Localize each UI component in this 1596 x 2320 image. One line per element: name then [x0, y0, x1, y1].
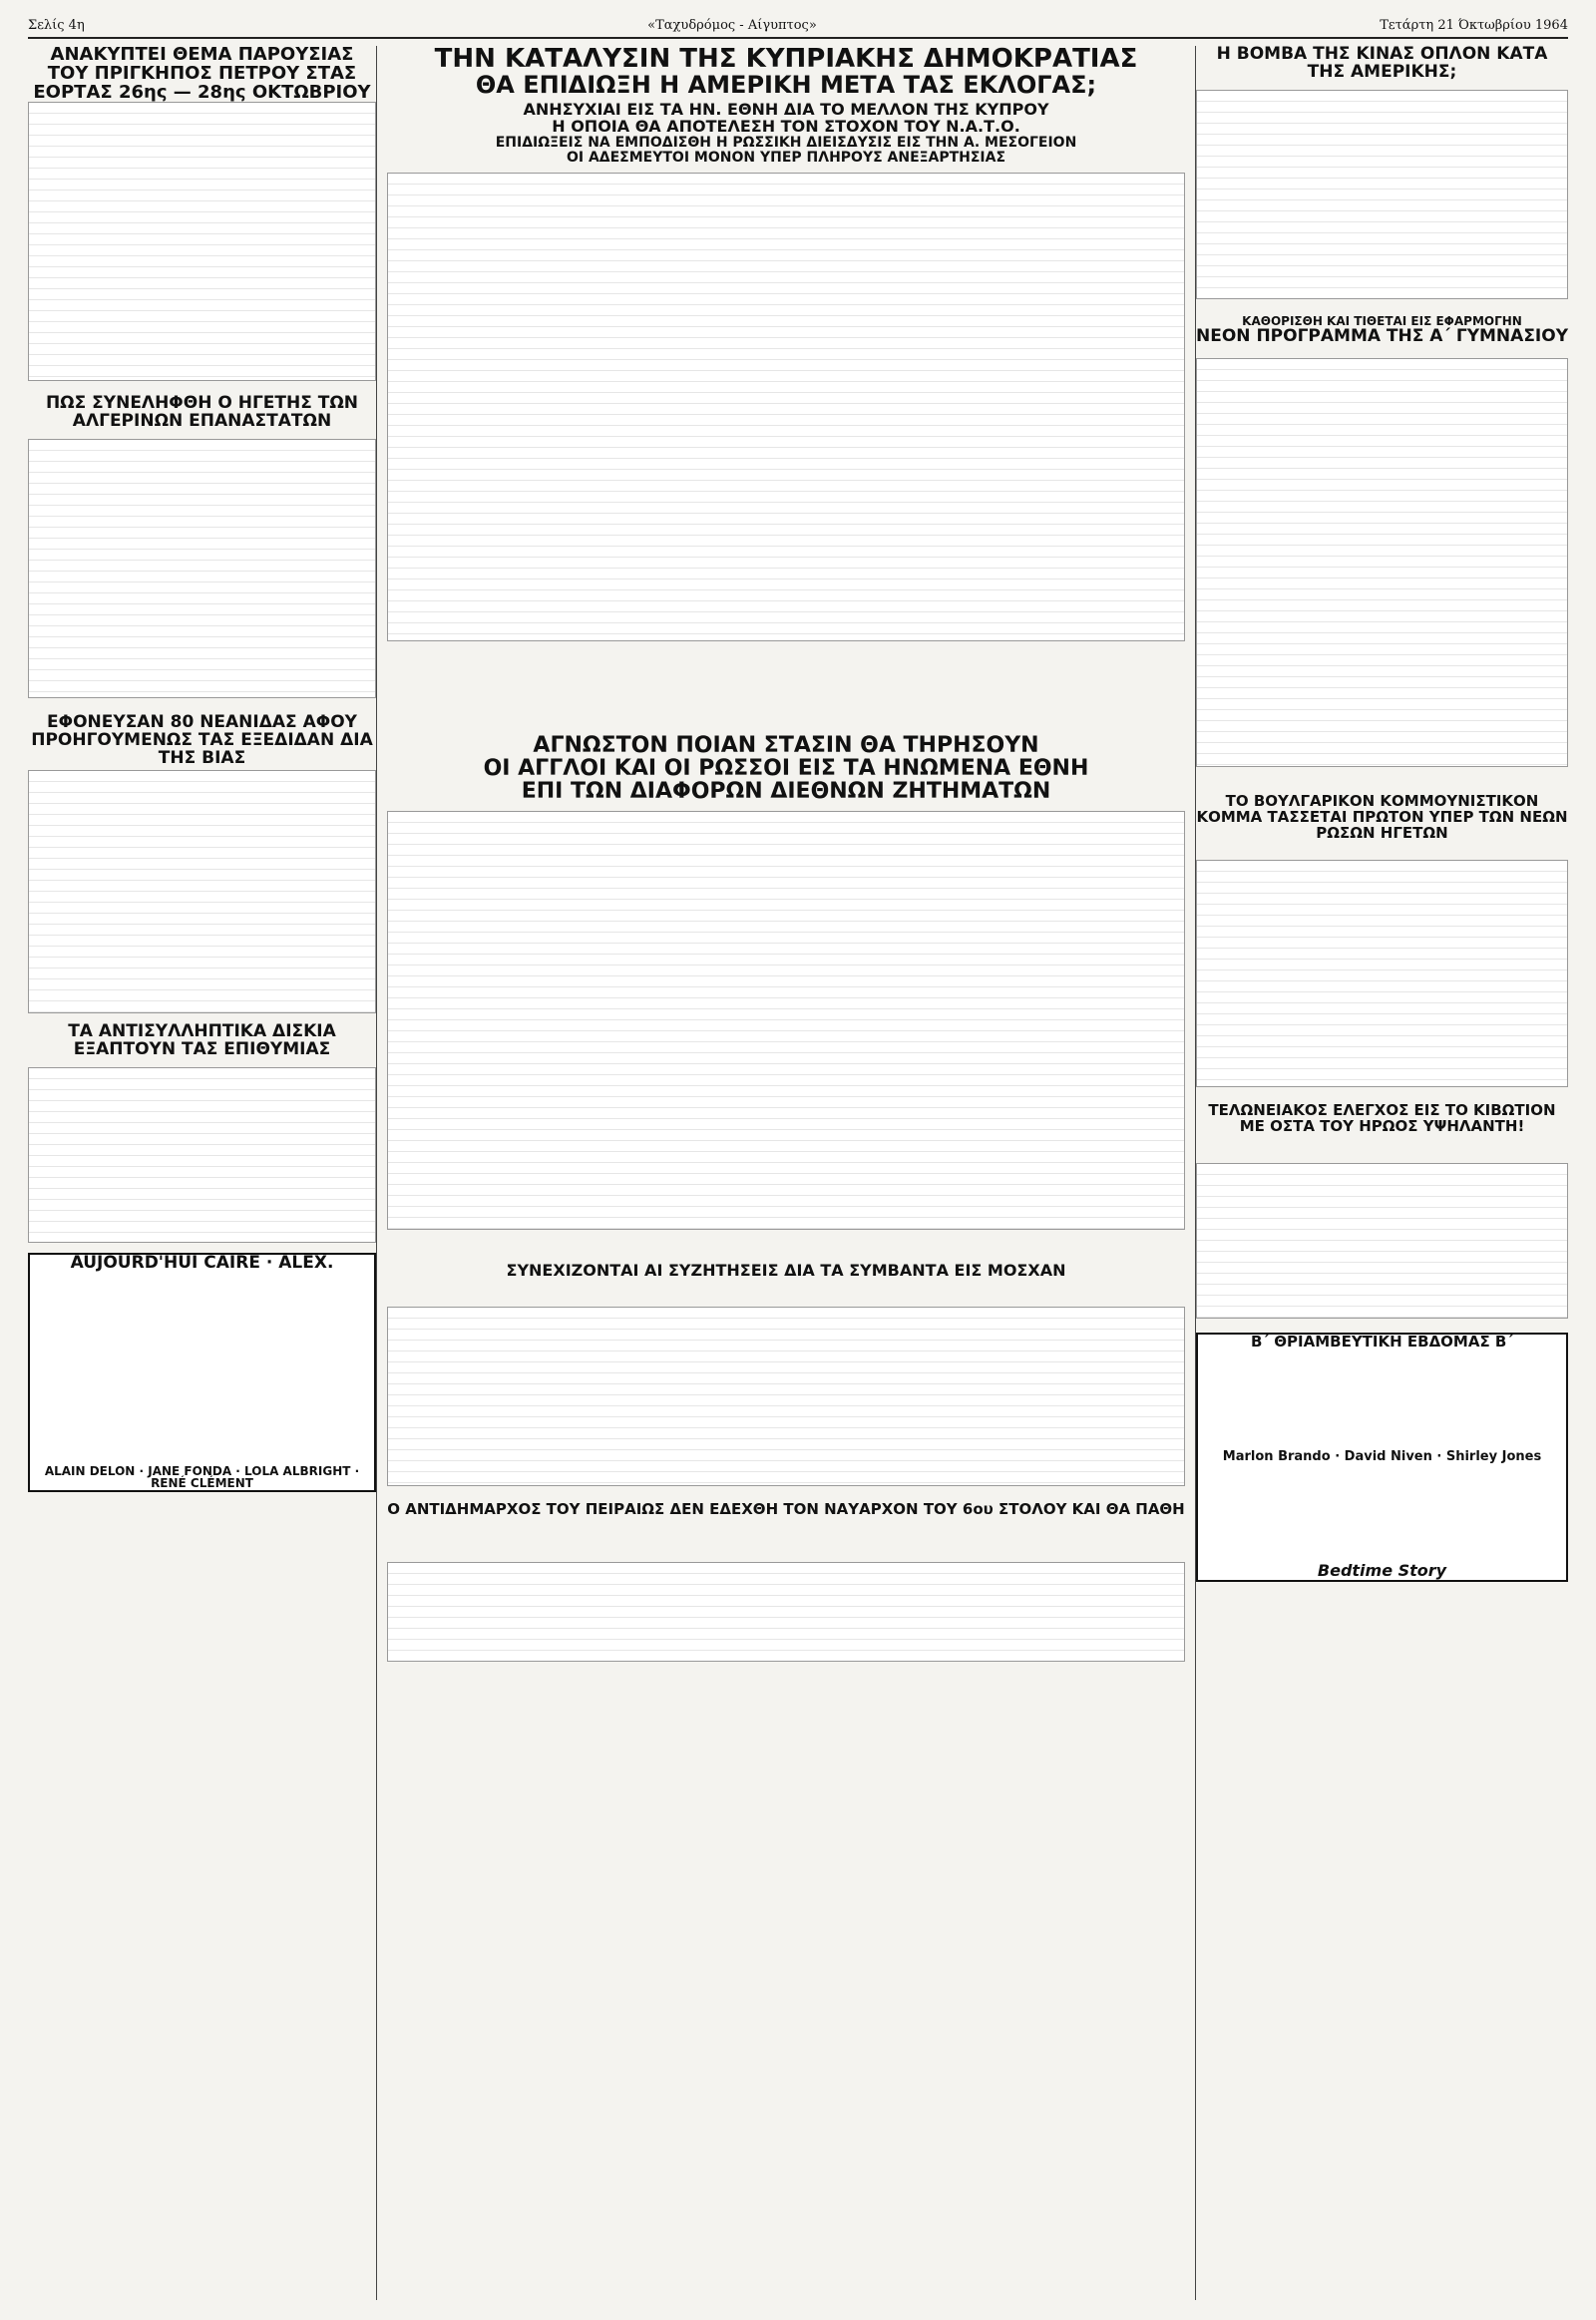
article-body-placeholder	[1196, 90, 1568, 299]
article-body-placeholder	[387, 173, 1185, 641]
article-body-placeholder	[1196, 860, 1568, 1087]
subhead: Η ΟΠΟΙΑ ΘΑ ΑΠΟΤΕΛΕΣΗ ΤΟΝ ΣΤΟΧΟΝ ΤΟΥ Ν.Α.Τ.Ο.	[552, 117, 1020, 137]
kicker: ΚΑΘΟΡΙΣΘΗ ΚΑΙ ΤΙΘΕΤΑΙ ΕΙΣ ΕΦΑΡΜΟΓΗΝ	[1242, 314, 1522, 328]
movie-ad	[1196, 1333, 1568, 1582]
article-body-placeholder	[28, 439, 376, 698]
article-body-placeholder	[387, 1562, 1185, 1662]
article-heading: Η ΒΟΜΒΑ ΤΗΣ ΚΙΝΑΣ ΟΠΛΟΝ ΚΑΤΑ ΤΗΣ ΑΜΕΡΙΚΗΣ;	[1216, 44, 1548, 82]
article-body-placeholder	[28, 102, 376, 381]
headline: ΑΓΝΩΣΤΟΝ ΠΟΙΑΝ ΣΤΑΣΙΝ ΘΑ ΤΗΡΗΣΟΥΝ	[533, 733, 1039, 758]
article-heading: ΤΑ ΑΝΤΙΣΥΛΛΗΠΤΙΚΑ ΔΙΣΚΙΑ ΕΞΑΠΤΟΥΝ ΤΑΣ ΕΠΙΘΥΜΙΑΣ	[68, 1021, 336, 1059]
ad-cast: Marlon Brando · David Niven · Shirley Jones	[1222, 1448, 1542, 1464]
article-body-placeholder	[28, 1067, 376, 1243]
article-body-placeholder	[28, 770, 376, 1013]
headline: ΟΙ ΑΓΓΛΟΙ ΚΑΙ ΟΙ ΡΩΣΣΟΙ ΕΙΣ ΤΑ ΗΝΩΜΕΝΑ ΕΘΝΗ	[483, 756, 1089, 782]
ad-film-title: Bedtime Story	[1317, 1561, 1447, 1581]
ad-title: Β΄ ΘΡΙΑΜΒΕΥΤΙΚΗ ΕΒΔΟΜΑΣ Β΄	[1251, 1333, 1513, 1351]
masthead	[28, 18, 1568, 39]
ad-title: AUJOURD'HUI CAIRE · ALEX.	[70, 1253, 334, 1273]
main-headline: ΤΗΝ ΚΑΤΑΛΥΣΙΝ ΤΗΣ ΚΥΠΡΙΑΚΗΣ ΔΗΜΟΚΡΑΤΙΑΣ	[434, 44, 1138, 74]
article-body-placeholder	[1196, 1163, 1568, 1319]
article-heading: ΕΦΟΝΕΥΣΑΝ 80 ΝΕΑΝΙΔΑΣ ΑΦΟΥ ΠΡΟΗΓΟΥΜΕΝΩΣ ΤΑΣ ΕΞΕΔΙΔΑΝ ΔΙΑ ΤΗΣ ΒΙΑΣ	[31, 712, 373, 768]
headline: ΕΠΙ ΤΩΝ ΔΙΑΦΟΡΩΝ ΔΙΕΘΝΩΝ ΖΗΤΗΜΑΤΩΝ	[521, 779, 1051, 805]
main-headline-2: ΘΑ ΕΠΙΔΙΩΞΗ Η ΑΜΕΡΙΚΗ ΜΕΤΑ ΤΑΣ ΕΚΛΟΓΑΣ;	[475, 71, 1097, 100]
article-body-placeholder	[1196, 358, 1568, 767]
center-column	[387, 46, 1185, 2300]
article-heading: ΑΝΑΚΥΠΤΕΙ ΘΕΜΑ ΠΑΡΟΥΣΙΑΣ ΤΟΥ ΠΡΙΓΚΗΠΟΣ ΠΕΤΡΟΥ ΣΤΑΣ ΕΟΡΤΑΣ 26ης — 28ης ΟΚΤΩΒΡΙΟΥ	[33, 44, 371, 103]
article-body-placeholder	[387, 1307, 1185, 1486]
headline: ΣΥΝΕΧΙΖΟΝΤΑΙ ΑΙ ΣΥΖΗΤΗΣΕΙΣ ΔΙΑ ΤΑ ΣΥΜΒΑΝΤΑ ΕΙΣ ΜΟΣΧΑΝ	[506, 1261, 1066, 1280]
ad-cast: ALAIN DELON · JANE FONDA · LOLA ALBRIGHT · RENÉ CLÉMENT	[44, 1463, 360, 1491]
article-heading: ΝΕΟΝ ΠΡΟΓΡΑΜΜΑ ΤΗΣ Α΄ ΓΥΜΝΑΣΙΟΥ	[1196, 325, 1569, 346]
movie-ad	[28, 1253, 376, 1492]
subhead: ΑΝΗΣΥΧΙΑΙ ΕΙΣ ΤΑ ΗΝ. ΕΘΝΗ ΔΙΑ ΤΟ ΜΕΛΛΟΝ ΤΗΣ ΚΥΠΡΟΥ	[523, 100, 1049, 120]
date: Τετάρτη 21 Όκτωβρίου 1964	[1380, 18, 1568, 33]
headline: Ο ΑΝΤΙΔΗΜΑΡΧΟΣ ΤΟΥ ΠΕΙΡΑΙΩΣ ΔΕΝ ΕΔΕΧΘΗ ΤΟΝ ΝΑΥΑΡΧΟΝ ΤΟΥ 6ου ΣΤΟΛΟΥ ΚΑΙ ΘΑ ΠΑΘΗ	[387, 1500, 1185, 1518]
subhead: ΟΙ ΑΔΕΣΜΕΥΤΟΙ ΜΟΝΟΝ ΥΠΕΡ ΠΛΗΡΟΥΣ ΑΝΕΞΑΡΤΗΣΙΑΣ	[566, 149, 1006, 166]
right-column	[1195, 46, 1568, 2300]
paper-name: «Ταχυδρόμος - Αίγυπτος»	[647, 18, 817, 33]
subhead: ΕΠΙΔΙΩΞΕΙΣ ΝΑ ΕΜΠΟΔΙΣΘΗ Η ΡΩΣΣΙΚΗ ΔΙΕΙΣΔΥΣΙΣ ΕΙΣ ΤΗΝ Α. ΜΕΣΟΓΕΙΟΝ	[495, 135, 1077, 152]
page-number: Σελίς 4η	[28, 18, 85, 33]
article-heading: ΤΕΛΩΝΕΙΑΚΟΣ ΕΛΕΓΧΟΣ ΕΙΣ ΤΟ ΚΙΒΩΤΙΟΝ ΜΕ ΟΣΤΑ ΤΟΥ ΗΡΩΟΣ ΥΨΗΛΑΝΤΗ!	[1208, 1101, 1556, 1135]
article-body-placeholder	[387, 811, 1185, 1230]
left-column	[28, 46, 377, 2300]
article-heading: ΠΩΣ ΣΥΝΕΛΗΦΘΗ Ο ΗΓΕΤΗΣ ΤΩΝ ΑΛΓΕΡΙΝΩΝ ΕΠΑΝΑΣΤΑΤΩΝ	[45, 393, 359, 431]
article-heading: ΤΟ ΒΟΥΛΓΑΡΙΚΟΝ ΚΟΜΜΟΥΝΙΣΤΙΚΟΝ ΚΟΜΜΑ ΤΑΣΣΕΤΑΙ ΠΡΩΤΟΝ ΥΠΕΡ ΤΩΝ ΝΕΩΝ ΡΩΣΩΝ ΗΓΕΤΩΝ	[1196, 792, 1568, 842]
